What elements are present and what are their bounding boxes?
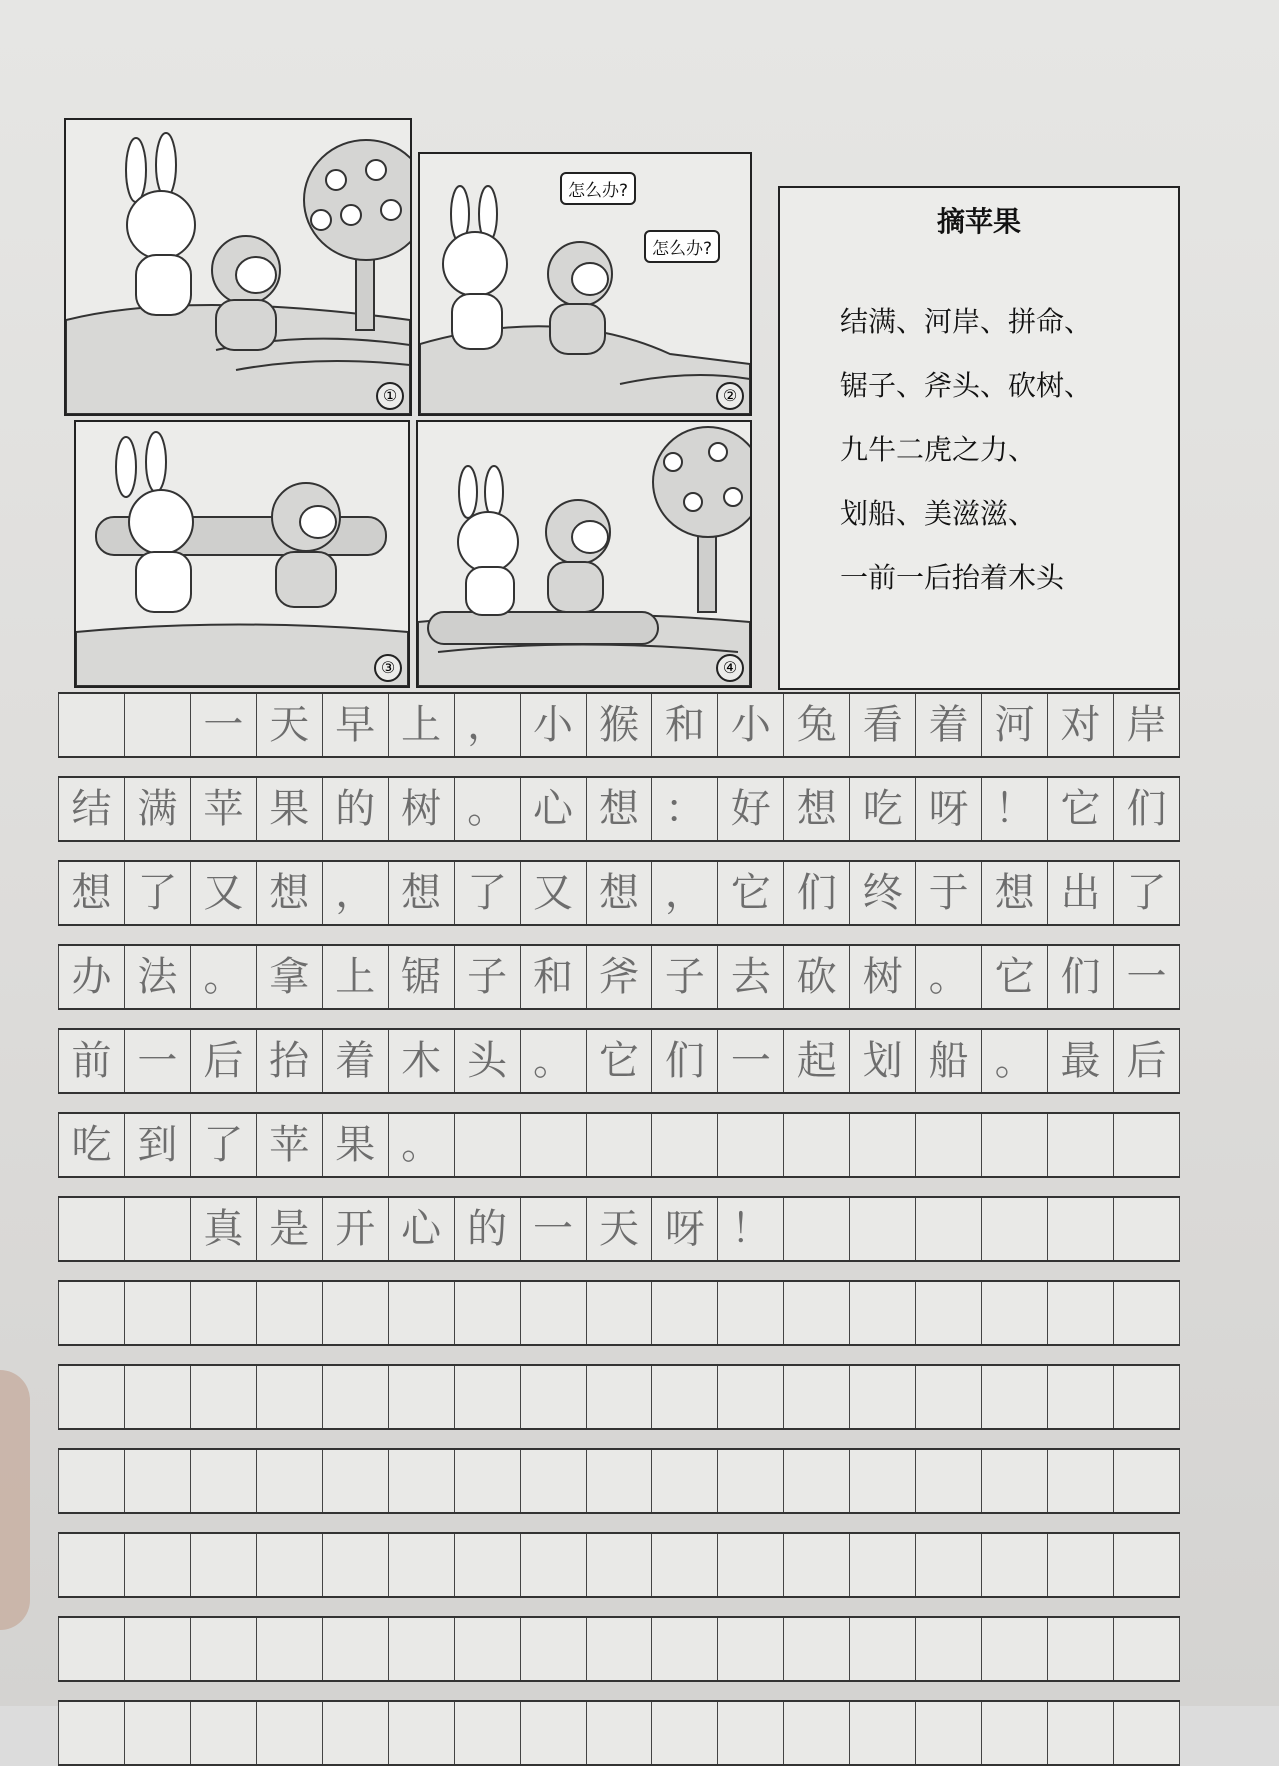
grid-cell: 了 [454, 862, 520, 924]
grid-cell [58, 1534, 124, 1596]
comic-panel-2 [418, 152, 752, 416]
grid-cell: 天 [256, 694, 322, 756]
grid-cell: 满 [124, 778, 190, 840]
grid-cell: 它 [586, 1030, 652, 1092]
grid-row [58, 860, 1180, 926]
grid-cell: 呀 [651, 1198, 717, 1260]
grid-cell [981, 1618, 1047, 1680]
finger-shadow [0, 1370, 30, 1630]
grid-cell: 想 [58, 862, 124, 924]
grid-cell: 前 [58, 1030, 124, 1092]
panel-3-number: ③ [374, 654, 402, 682]
grid-cell [717, 1114, 783, 1176]
grid-cell: 斧 [586, 946, 652, 1008]
grid-cell [651, 1618, 717, 1680]
grid-cell [388, 1282, 454, 1344]
grid-cell [586, 1282, 652, 1344]
grid-cell: ： [651, 778, 717, 840]
grid-cell [586, 1702, 652, 1764]
panel-3-illustration [76, 422, 408, 686]
grid-cell: 锯 [388, 946, 454, 1008]
grid-cell [256, 1618, 322, 1680]
grid-cell [124, 1450, 190, 1512]
grid-cell [322, 1450, 388, 1512]
grid-cell [1047, 1618, 1113, 1680]
grid-cell: 好 [717, 778, 783, 840]
grid-cell [717, 1366, 783, 1428]
grid-cell: 们 [1113, 778, 1180, 840]
grid-cell: 它 [1047, 778, 1113, 840]
grid-cell [651, 1702, 717, 1764]
grid-cell [783, 1618, 849, 1680]
grid-cell [586, 1366, 652, 1428]
grid-cell [124, 1198, 190, 1260]
grid-cell: 最 [1047, 1030, 1113, 1092]
grid-cell: 们 [783, 862, 849, 924]
grid-cell [190, 1702, 256, 1764]
grid-cell [454, 1114, 520, 1176]
grid-cell: 想 [783, 778, 849, 840]
grid-cell [454, 1618, 520, 1680]
grid-cell: 抬 [256, 1030, 322, 1092]
grid-cell [717, 1618, 783, 1680]
grid-cell [1113, 1366, 1180, 1428]
comic-panel-1 [64, 118, 412, 416]
grid-cell [981, 1450, 1047, 1512]
grid-row [58, 1280, 1180, 1346]
grid-cell: 兔 [783, 694, 849, 756]
grid-cell [717, 1534, 783, 1596]
grid-cell: 后 [1113, 1030, 1180, 1092]
grid-cell [1113, 1534, 1180, 1596]
grid-cell: 到 [124, 1114, 190, 1176]
panel-1-illustration [66, 120, 410, 414]
grid-cell [915, 1534, 981, 1596]
grid-cell [454, 1702, 520, 1764]
grid-cell [454, 1450, 520, 1512]
grid-cell [124, 1618, 190, 1680]
grid-cell: 起 [783, 1030, 849, 1092]
grid-cell: 终 [849, 862, 915, 924]
comic-panel-4 [416, 420, 752, 688]
grid-cell: ， [322, 862, 388, 924]
grid-cell [1047, 1114, 1113, 1176]
grid-cell: 。 [981, 1030, 1047, 1092]
grid-cell: 看 [849, 694, 915, 756]
grid-cell: ， [651, 862, 717, 924]
grid-cell [58, 1282, 124, 1344]
grid-cell: 和 [651, 694, 717, 756]
panel-1-number: ① [376, 382, 404, 410]
grid-cell [717, 1702, 783, 1764]
grid-cell [256, 1450, 322, 1512]
grid-cell: 了 [1113, 862, 1180, 924]
grid-cell: 了 [124, 862, 190, 924]
word-bank-line-5: 一前一后抬着木头 [840, 561, 1065, 594]
word-bank-title: 摘苹果 [936, 205, 1021, 238]
grid-cell: 一 [520, 1198, 586, 1260]
grid-cell: 是 [256, 1198, 322, 1260]
grid-cell: 们 [651, 1030, 717, 1092]
grid-cell [58, 1450, 124, 1512]
grid-cell [783, 1366, 849, 1428]
grid-cell: 一 [1113, 946, 1180, 1008]
grid-cell [1047, 1198, 1113, 1260]
grid-cell: 拿 [256, 946, 322, 1008]
grid-row [58, 1196, 1180, 1262]
grid-cell: 吃 [849, 778, 915, 840]
grid-cell [915, 1618, 981, 1680]
grid-cell [586, 1534, 652, 1596]
grid-row [58, 692, 1180, 758]
grid-cell: 想 [388, 862, 454, 924]
grid-cell: 果 [322, 1114, 388, 1176]
grid-cell [256, 1534, 322, 1596]
grid-cell [454, 1534, 520, 1596]
grid-cell [520, 1366, 586, 1428]
grid-cell: 真 [190, 1198, 256, 1260]
grid-cell [1113, 1450, 1180, 1512]
grid-cell [520, 1702, 586, 1764]
grid-cell: 一 [717, 1030, 783, 1092]
grid-cell: 岸 [1113, 694, 1180, 756]
comic-panel-3 [74, 420, 410, 688]
grid-row [58, 776, 1180, 842]
grid-cell: 又 [190, 862, 256, 924]
grid-cell: 头 [454, 1030, 520, 1092]
grid-cell: 小 [717, 694, 783, 756]
grid-cell: 的 [454, 1198, 520, 1260]
grid-cell [322, 1618, 388, 1680]
grid-cell: 呀 [915, 778, 981, 840]
grid-cell: 早 [322, 694, 388, 756]
grid-cell [915, 1450, 981, 1512]
grid-cell: 后 [190, 1030, 256, 1092]
grid-cell [520, 1534, 586, 1596]
grid-cell [58, 1366, 124, 1428]
grid-cell: ， [454, 694, 520, 756]
speech-bubble-monkey: 怎么办? [644, 230, 720, 263]
grid-cell: 想 [981, 862, 1047, 924]
grid-cell: 上 [322, 946, 388, 1008]
grid-cell [915, 1282, 981, 1344]
grid-cell: 想 [256, 862, 322, 924]
grid-cell: 们 [1047, 946, 1113, 1008]
grid-cell [586, 1450, 652, 1512]
grid-cell: 。 [190, 946, 256, 1008]
grid-cell: 小 [520, 694, 586, 756]
grid-cell [190, 1282, 256, 1344]
grid-cell [717, 1282, 783, 1344]
grid-cell [849, 1114, 915, 1176]
grid-cell [783, 1114, 849, 1176]
grid-cell [388, 1366, 454, 1428]
grid-cell [651, 1366, 717, 1428]
grid-cell: 河 [981, 694, 1047, 756]
grid-cell: 去 [717, 946, 783, 1008]
grid-cell: 于 [915, 862, 981, 924]
word-bank-line-2: 锯子、斧头、砍树、 [840, 369, 1093, 402]
grid-cell: 出 [1047, 862, 1113, 924]
writing-grid [58, 692, 1180, 1706]
grid-cell [388, 1450, 454, 1512]
grid-cell [388, 1702, 454, 1764]
grid-cell [849, 1618, 915, 1680]
grid-cell [322, 1366, 388, 1428]
grid-cell [1047, 1702, 1113, 1764]
panel-2-number: ② [716, 382, 744, 410]
grid-cell [520, 1450, 586, 1512]
grid-row [58, 1616, 1180, 1682]
grid-cell: 心 [388, 1198, 454, 1260]
grid-cell [190, 1450, 256, 1512]
grid-cell: 划 [849, 1030, 915, 1092]
grid-cell: 子 [454, 946, 520, 1008]
grid-cell [1113, 1618, 1180, 1680]
grid-cell [58, 1198, 124, 1260]
grid-cell: 想 [586, 778, 652, 840]
grid-cell [783, 1702, 849, 1764]
grid-cell [322, 1702, 388, 1764]
word-bank-line-3: 九牛二虎之力、 [840, 433, 1037, 466]
grid-cell [1047, 1450, 1113, 1512]
grid-cell: 着 [322, 1030, 388, 1092]
grid-cell: 法 [124, 946, 190, 1008]
grid-cell [520, 1618, 586, 1680]
grid-cell: 天 [586, 1198, 652, 1260]
grid-cell: 它 [717, 862, 783, 924]
panel-4-illustration [418, 422, 750, 686]
grid-cell: 树 [388, 778, 454, 840]
word-bank-line-1: 结满、河岸、拼命、 [840, 305, 1093, 338]
grid-cell [58, 1618, 124, 1680]
grid-cell: 和 [520, 946, 586, 1008]
grid-cell: 开 [322, 1198, 388, 1260]
grid-cell: 苹 [256, 1114, 322, 1176]
grid-cell: 苹 [190, 778, 256, 840]
grid-cell [849, 1534, 915, 1596]
grid-cell [388, 1534, 454, 1596]
grid-cell: 。 [915, 946, 981, 1008]
panel-4-number: ④ [716, 654, 744, 682]
grid-cell [520, 1282, 586, 1344]
grid-cell: 木 [388, 1030, 454, 1092]
grid-cell [520, 1114, 586, 1176]
grid-cell [1113, 1702, 1180, 1764]
grid-cell [915, 1114, 981, 1176]
grid-cell: 。 [520, 1030, 586, 1092]
grid-cell: 。 [388, 1114, 454, 1176]
grid-cell [256, 1366, 322, 1428]
grid-row [58, 1700, 1180, 1766]
grid-cell: 着 [915, 694, 981, 756]
grid-cell [981, 1198, 1047, 1260]
grid-cell [124, 694, 190, 756]
grid-row [58, 1532, 1180, 1598]
grid-cell: 了 [190, 1114, 256, 1176]
grid-cell [322, 1282, 388, 1344]
grid-cell [586, 1618, 652, 1680]
grid-cell [651, 1450, 717, 1512]
grid-cell [849, 1282, 915, 1344]
grid-cell [256, 1282, 322, 1344]
grid-cell [783, 1534, 849, 1596]
grid-cell [58, 1702, 124, 1764]
grid-cell: 又 [520, 862, 586, 924]
grid-cell [849, 1450, 915, 1512]
grid-cell [915, 1198, 981, 1260]
grid-cell: 结 [58, 778, 124, 840]
grid-cell [1113, 1282, 1180, 1344]
grid-cell: 一 [190, 694, 256, 756]
grid-cell: 上 [388, 694, 454, 756]
grid-cell [388, 1618, 454, 1680]
grid-cell: 心 [520, 778, 586, 840]
grid-cell [783, 1198, 849, 1260]
grid-row [58, 1364, 1180, 1430]
grid-cell [981, 1534, 1047, 1596]
word-bank-line-4: 划船、美滋滋、 [840, 497, 1037, 530]
grid-cell [849, 1702, 915, 1764]
grid-cell [256, 1702, 322, 1764]
grid-cell [1113, 1198, 1180, 1260]
grid-row [58, 1448, 1180, 1514]
grid-cell [651, 1114, 717, 1176]
grid-cell [849, 1198, 915, 1260]
grid-cell [717, 1450, 783, 1512]
grid-cell [58, 694, 124, 756]
grid-cell [586, 1114, 652, 1176]
grid-cell [651, 1534, 717, 1596]
grid-cell: 的 [322, 778, 388, 840]
grid-cell [190, 1366, 256, 1428]
grid-cell [981, 1702, 1047, 1764]
grid-cell [783, 1282, 849, 1344]
grid-cell [915, 1366, 981, 1428]
grid-cell [981, 1366, 1047, 1428]
grid-cell [1047, 1366, 1113, 1428]
grid-cell: 想 [586, 862, 652, 924]
grid-cell: 砍 [783, 946, 849, 1008]
grid-row [58, 1028, 1180, 1094]
grid-cell [124, 1702, 190, 1764]
grid-cell: 。 [454, 778, 520, 840]
grid-cell: 一 [124, 1030, 190, 1092]
speech-bubble-rabbit: 怎么办? [560, 172, 636, 205]
grid-cell: 果 [256, 778, 322, 840]
grid-cell [981, 1282, 1047, 1344]
grid-cell [454, 1366, 520, 1428]
grid-cell [454, 1282, 520, 1344]
grid-cell: 子 [651, 946, 717, 1008]
grid-cell [1113, 1114, 1180, 1176]
grid-cell [915, 1702, 981, 1764]
grid-cell [783, 1450, 849, 1512]
grid-cell [1047, 1282, 1113, 1344]
grid-cell [1047, 1534, 1113, 1596]
grid-cell: 它 [981, 946, 1047, 1008]
grid-cell [124, 1534, 190, 1596]
grid-cell: 船 [915, 1030, 981, 1092]
grid-cell [849, 1366, 915, 1428]
grid-cell [190, 1618, 256, 1680]
grid-row [58, 944, 1180, 1010]
grid-cell: ！ [717, 1198, 783, 1260]
grid-row [58, 1112, 1180, 1178]
word-bank-box [778, 186, 1180, 690]
grid-cell: 猴 [586, 694, 652, 756]
grid-cell: 吃 [58, 1114, 124, 1176]
grid-cell [322, 1534, 388, 1596]
grid-cell: ！ [981, 778, 1047, 840]
grid-cell [124, 1282, 190, 1344]
grid-cell: 对 [1047, 694, 1113, 756]
grid-cell [651, 1282, 717, 1344]
grid-cell [981, 1114, 1047, 1176]
grid-cell: 树 [849, 946, 915, 1008]
grid-cell [190, 1534, 256, 1596]
grid-cell: 办 [58, 946, 124, 1008]
grid-cell [124, 1366, 190, 1428]
